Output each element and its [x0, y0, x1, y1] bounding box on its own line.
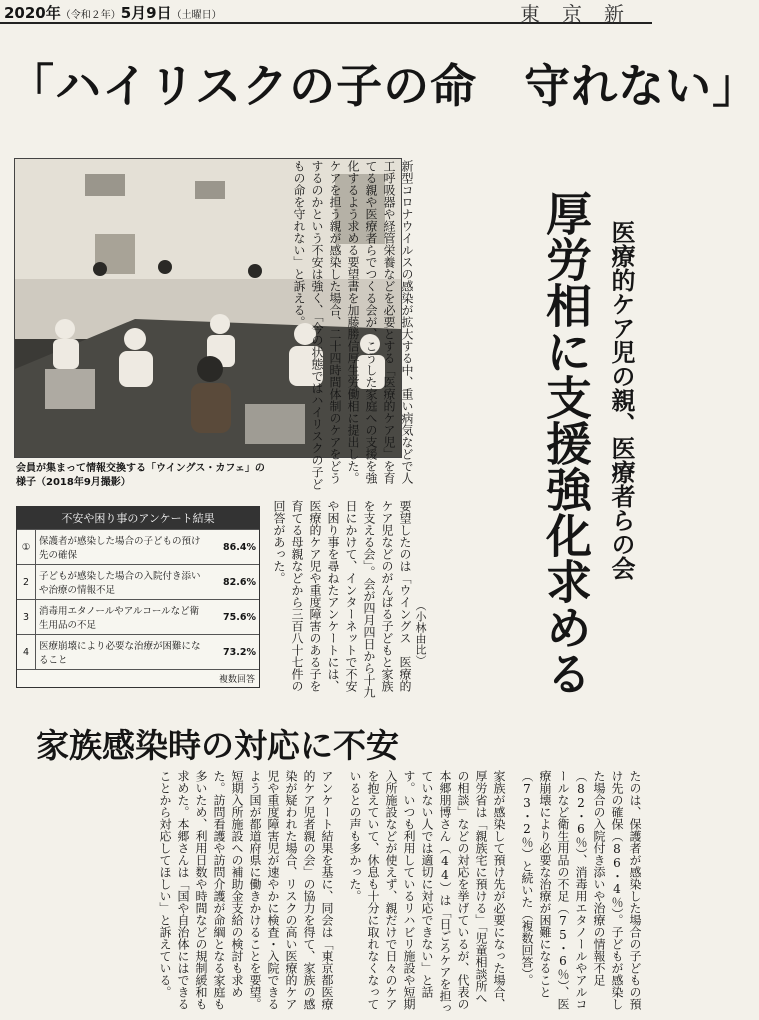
section-heading: 家族感染時の対応に不安	[36, 726, 399, 765]
mid-paragraph: 要望したのは「ウイングス 医療的ケア児などのがんばる子どもと家族を支える会」。会が四月四日から十九日にかけて、インターネットで不安や困り事を尋ねたアンケートには、医療的ケア児や重度障害のある子を育てる母親などから三百八十七件の回答があった。	[272, 500, 412, 698]
table-row	[17, 565, 259, 600]
masthead	[0, 0, 652, 24]
day: 5月9日	[120, 4, 172, 22]
table-row	[17, 530, 259, 565]
survey-table	[16, 506, 260, 688]
row-text: 医療崩壊により必要な治療が困難になること	[36, 635, 208, 670]
row-number: 2	[17, 565, 36, 600]
byline: （小林由比）	[414, 600, 427, 666]
row-percent: 73.2%	[207, 635, 259, 670]
bottom-column-1: たのは、保護者が感染した場合の子どもの預け先の確保（86・4％）。子どもが感染した場合の入院付き添いや治療の情報不足（82・6％）、消毒用エタノールやアルコールなど衛生用品の不足（75・6％）、医療崩壊により必要な治療が困難になること（73・2％）と続いた（複数回答）。	[520, 770, 642, 1010]
headline: 「ハイリスクの子の命 守れない」	[8, 59, 759, 113]
row-text: 消毒用エタノールやアルコールなど衛生用品の不足	[36, 600, 208, 635]
row-percent: 82.6%	[207, 565, 259, 600]
row-number: 3	[17, 600, 36, 635]
subheadline: 医療的ケア児の親、医療者らの会	[607, 220, 636, 580]
year: 2020年	[4, 4, 61, 22]
row-percent: 86.4%	[207, 530, 259, 565]
newspaper-name: 東京新	[520, 2, 646, 26]
main-headline: 厚労相に支援強化求める	[539, 190, 593, 696]
photo-caption: 会員が集まって情報交換する「ウイングス・カフェ」の様子（2018年9月撮影）	[16, 463, 265, 488]
row-text: 子どもが感染した場合の入院付き添いや治療の情報不足	[36, 565, 208, 600]
survey-title: 不安や困り事のアンケート結果	[17, 507, 259, 529]
era: （令和２年）	[60, 10, 121, 21]
weekday: （土曜日）	[171, 10, 222, 21]
bottom-column-3: アンケート結果を基に、同会は「東京都医療的ケア児者親の会」の協力を得て、家族の感染が疑われた場合、リスクの高い医療的ケア児や重度障害児が速やかに検査・入院できるよう国が都道府県に働きかけることを要望。短期入所施設への補助金支給の検討も求めた。訪問看護や訪問介護が命綱となる家庭も多いため、利用日数や時間などの規制緩和も求めた。本郷さんは「国や自治体にはできることから対応してほしい」と訴えている。	[158, 770, 334, 1010]
table-row	[17, 600, 259, 635]
bottom-article	[18, 770, 644, 1014]
survey-note: 複数回答	[17, 669, 259, 687]
lead-paragraph: 新型コロナウイルスの感染が拡大する中、重い病気などで人工呼吸器や経管栄養などを必要とする「医療的ケア児」を育てる親や医療者らでつくる会が、こうした家庭への支援を強化するよう求める要望書を加藤勝信厚生労働相に提出した。ケアを担う親が感染した場合、二十四時間体制のケアをどうするのかという不安は強く、「今の状態ではハイリスクの子どもの命を守れない」と訴える。	[292, 160, 414, 490]
row-text: 保護者が感染した場合の子どもの預け先の確保	[36, 530, 208, 565]
row-number: 4	[17, 635, 36, 670]
table-row	[17, 635, 259, 670]
date-line	[4, 2, 222, 23]
bottom-column-2: 家族が感染して預け先が必要になった場合、厚労省は「親族宅に預ける」「児童相談所への相談」などの対応を挙げているが、代表の本郷朋博さん（44）は「日ごろケアを担っていない人では適切に対応できない」と話す。いつも利用しているリハビリ施設や短期入所施設などが使えず、親だけで日々のケアを抱えていて、休息も十分に取れなくなっているとの声も多かった。	[348, 770, 506, 1014]
row-percent: 75.6%	[207, 600, 259, 635]
row-number: ①	[17, 530, 36, 565]
